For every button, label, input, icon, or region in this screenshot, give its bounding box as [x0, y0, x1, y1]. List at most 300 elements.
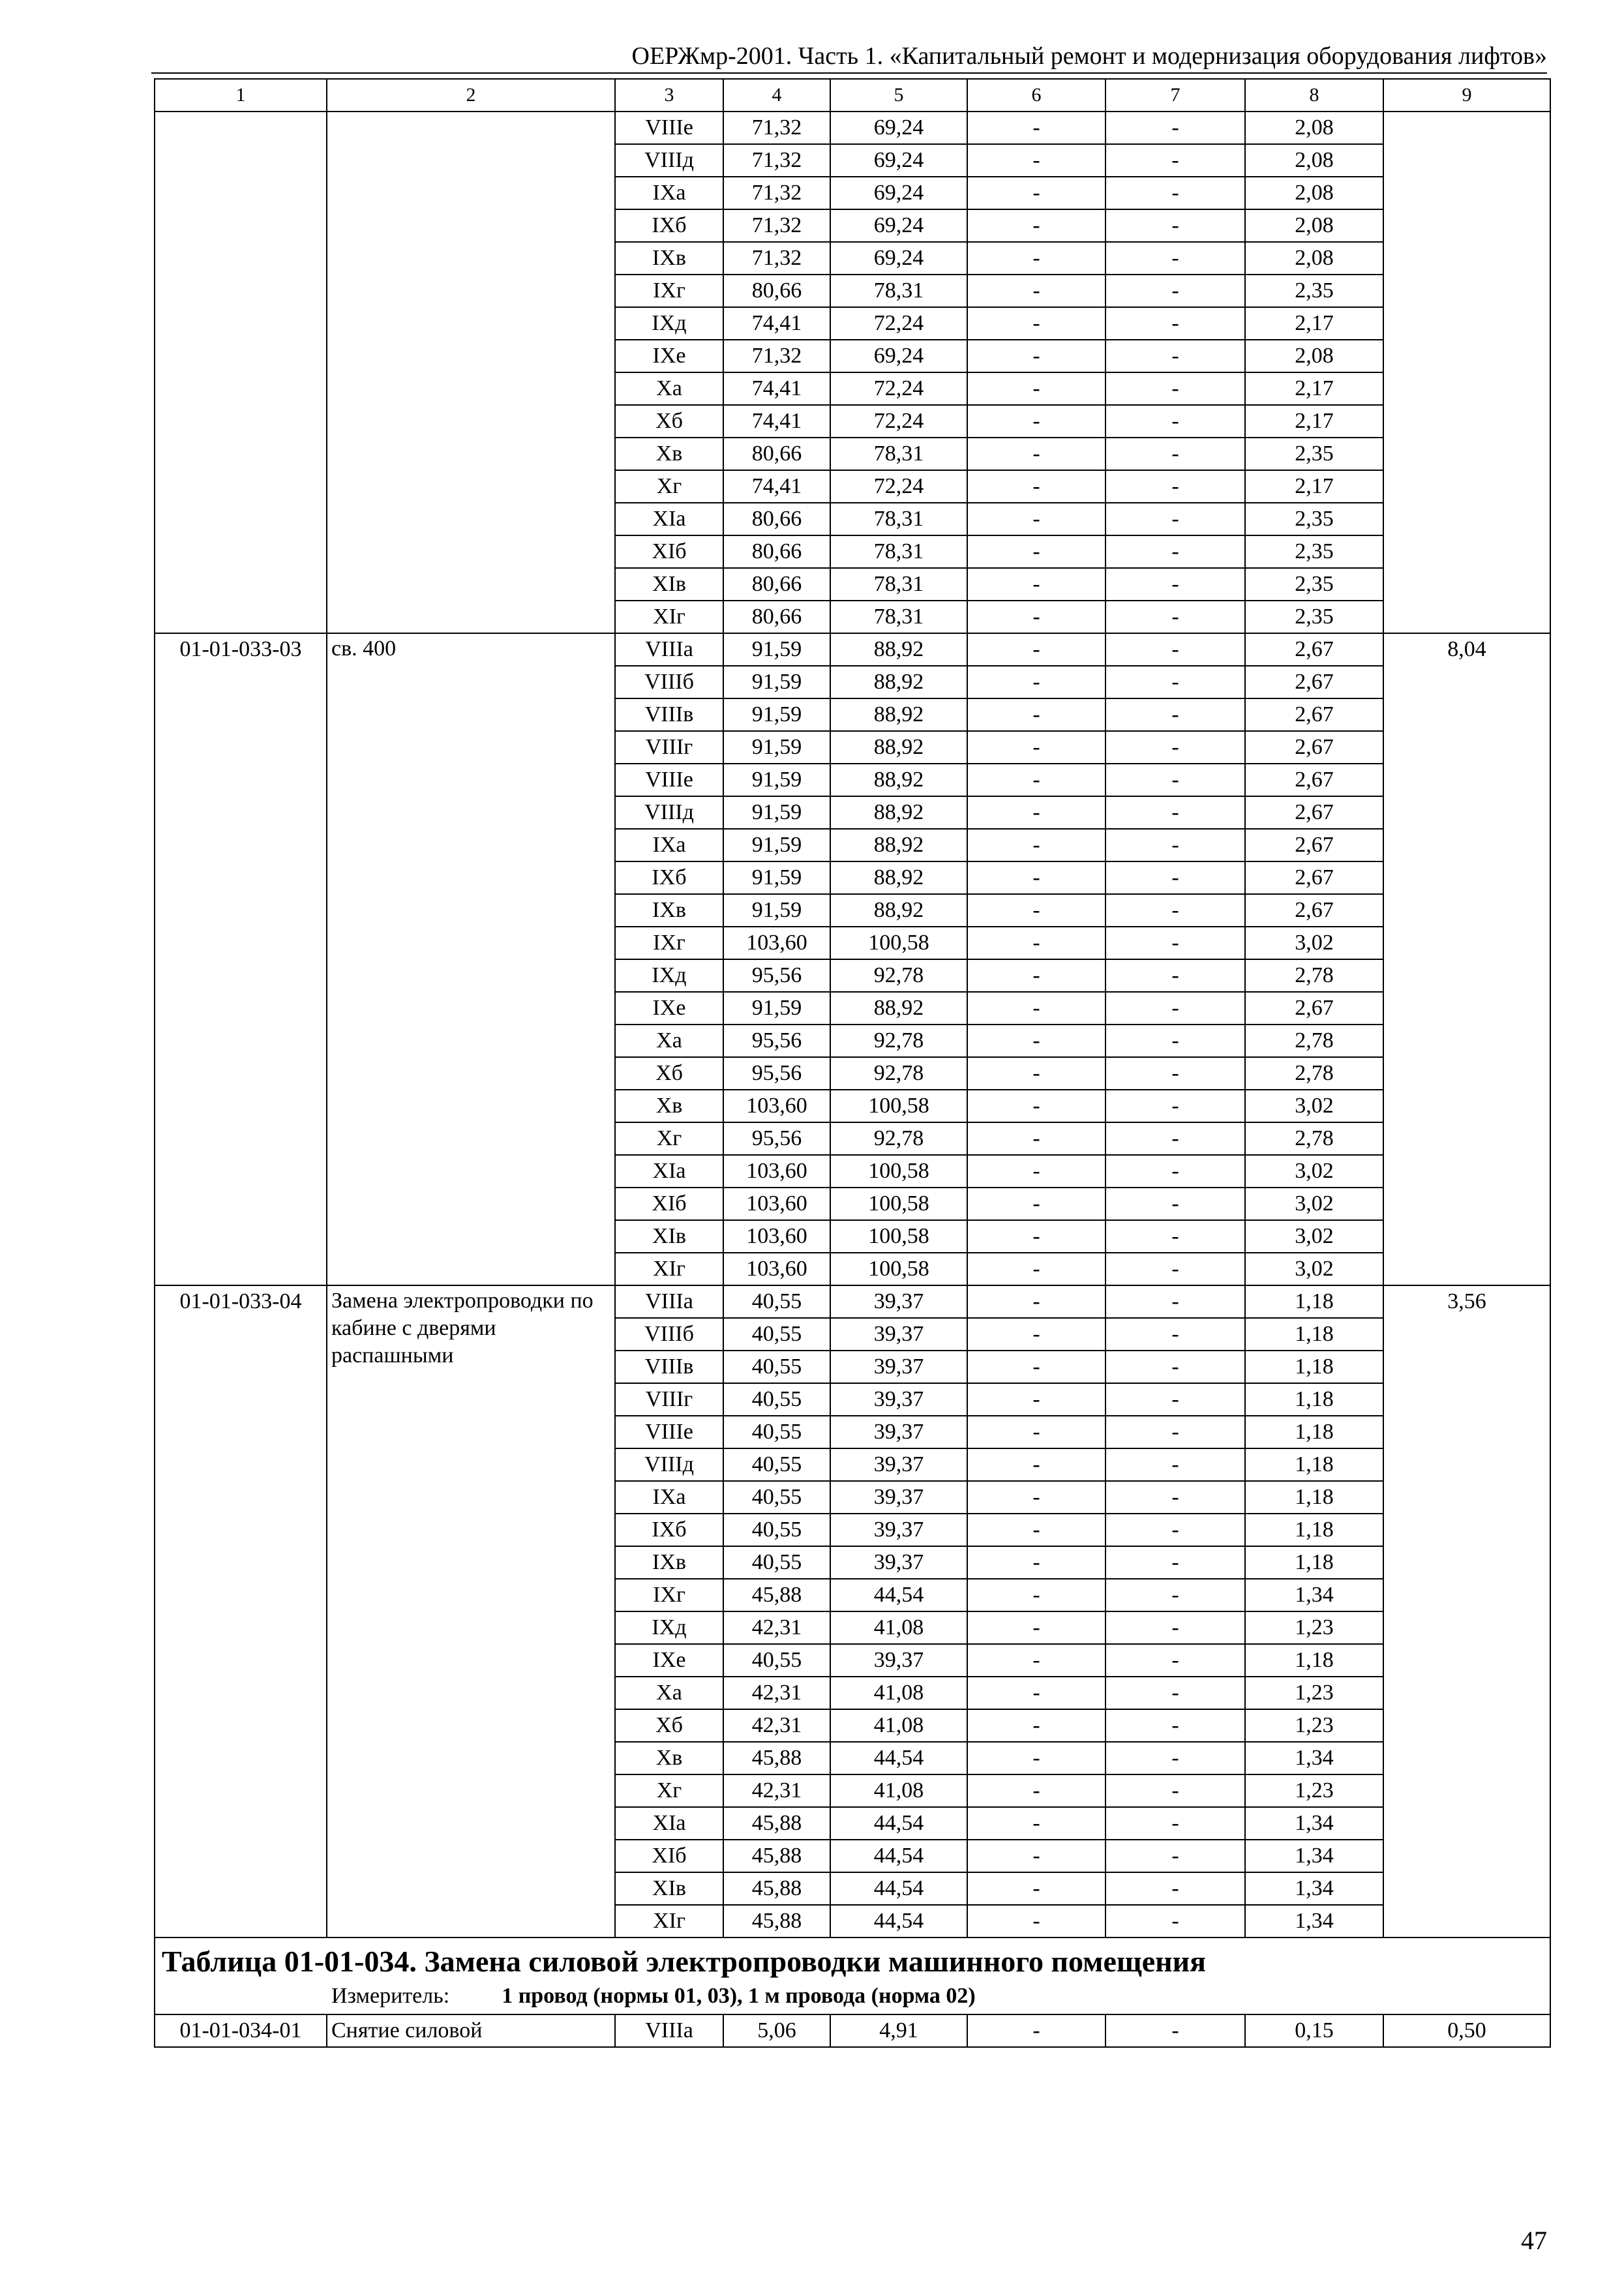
table-cell: 1,34	[1245, 1905, 1383, 1937]
table-cell: 91,59	[723, 861, 830, 894]
table-cell: 80,66	[723, 601, 830, 633]
table-cell: -	[967, 372, 1105, 405]
table-cell: -	[967, 1383, 1105, 1416]
table-cell: 45,88	[723, 1840, 830, 1872]
region-code-cell: VIIIб	[615, 1318, 723, 1351]
region-code-cell: IXб	[615, 209, 723, 242]
table-cell: -	[967, 992, 1105, 1025]
region-code-cell: XIв	[615, 1872, 723, 1905]
region-code-cell: IXб	[615, 1514, 723, 1546]
table-cell: -	[967, 829, 1105, 861]
region-code-cell: IXа	[615, 829, 723, 861]
table-cell: -	[967, 1318, 1105, 1351]
table-cell: -	[967, 1448, 1105, 1481]
table-cell: 1,34	[1245, 1579, 1383, 1611]
region-code-cell: XIб	[615, 1840, 723, 1872]
region-code-cell: XIб	[615, 535, 723, 568]
table-cell: -	[967, 1611, 1105, 1644]
table-cell: -	[1105, 829, 1245, 861]
table-cell: 2,08	[1245, 112, 1383, 144]
region-code-cell: XIг	[615, 1905, 723, 1937]
table-cell: -	[1105, 601, 1245, 633]
table-cell: -	[1105, 1253, 1245, 1285]
table-cell: -	[967, 1579, 1105, 1611]
table-cell: 2,78	[1245, 959, 1383, 992]
table-cell: -	[967, 568, 1105, 601]
header-rule	[151, 72, 1547, 74]
table-cell: 40,55	[723, 1514, 830, 1546]
table-cell: -	[967, 764, 1105, 796]
table-cell: 91,59	[723, 666, 830, 698]
table-cell: 41,08	[830, 1774, 967, 1807]
table-cell: -	[1105, 1285, 1245, 1318]
column-number-row	[155, 79, 1550, 112]
table-cell: -	[967, 666, 1105, 698]
table-cell: 2,35	[1245, 601, 1383, 633]
table-cell: 71,32	[723, 242, 830, 275]
table-cell: -	[967, 242, 1105, 275]
table-cell: -	[967, 861, 1105, 894]
table-cell: 40,55	[723, 1351, 830, 1383]
table-cell: 91,59	[723, 731, 830, 764]
table-cell: 71,32	[723, 112, 830, 144]
table-cell: -	[1105, 1351, 1245, 1383]
region-code-cell: XIг	[615, 601, 723, 633]
table-cell: 1,18	[1245, 1318, 1383, 1351]
table-cell: -	[1105, 959, 1245, 992]
region-code-cell: IXв	[615, 894, 723, 927]
table-cell: 103,60	[723, 927, 830, 959]
table-cell: 78,31	[830, 503, 967, 535]
table-cell: 2,08	[1245, 144, 1383, 177]
table-cell: 41,08	[830, 1709, 967, 1742]
table-cell: 1,18	[1245, 1383, 1383, 1416]
table-cell: -	[1105, 1318, 1245, 1351]
region-code-cell: VIIIг	[615, 731, 723, 764]
table-cell: 91,59	[723, 698, 830, 731]
table-cell: 69,24	[830, 242, 967, 275]
norm-code: 01-01-033-04	[155, 1285, 327, 1937]
table-cell: -	[967, 307, 1105, 340]
table-cell: 44,54	[830, 1807, 967, 1840]
table-cell: 2,67	[1245, 796, 1383, 829]
table-cell: 4,91	[830, 2014, 967, 2047]
table-cell: 3,02	[1245, 927, 1383, 959]
table-cell: 80,66	[723, 568, 830, 601]
table-cell: -	[1105, 1742, 1245, 1774]
table-cell: -	[967, 503, 1105, 535]
table-cell: 2,78	[1245, 1025, 1383, 1057]
table-cell: VIIIа	[615, 2014, 723, 2047]
table-cell: -	[1105, 209, 1245, 242]
table-cell: -	[1105, 1057, 1245, 1090]
table-cell: -	[1105, 1807, 1245, 1840]
table-cell: 1,23	[1245, 1611, 1383, 1644]
table-cell: 88,92	[830, 666, 967, 698]
region-code-cell: IXг	[615, 275, 723, 307]
table-cell: 39,37	[830, 1546, 967, 1579]
table-cell: -	[1105, 1514, 1245, 1546]
table-cell: 3,02	[1245, 1090, 1383, 1122]
column-number: 9	[1383, 79, 1550, 112]
table-cell: -	[1105, 1644, 1245, 1677]
table-cell: -	[967, 275, 1105, 307]
table-cell: -	[1105, 1090, 1245, 1122]
table-cell: -	[1105, 796, 1245, 829]
region-code-cell: IXв	[615, 1546, 723, 1579]
table-cell: 80,66	[723, 438, 830, 470]
table-cell: 42,31	[723, 1774, 830, 1807]
region-code-cell: VIIIе	[615, 764, 723, 796]
region-code-cell: VIIIа	[615, 633, 723, 666]
table-cell: 42,31	[723, 1709, 830, 1742]
table-cell: 39,37	[830, 1644, 967, 1677]
norm-code: 01-01-034-01	[155, 2014, 327, 2047]
norms-table	[154, 78, 1551, 2048]
table-cell: 78,31	[830, 601, 967, 633]
table-cell: 88,92	[830, 992, 967, 1025]
table-cell: 78,31	[830, 568, 967, 601]
table-cell: 72,24	[830, 405, 967, 438]
region-code-cell: VIIIб	[615, 666, 723, 698]
table-cell: -	[967, 1644, 1105, 1677]
region-code-cell: IXе	[615, 1644, 723, 1677]
region-code-cell: Xг	[615, 470, 723, 503]
norm-description	[327, 112, 615, 633]
table-cell: -	[967, 438, 1105, 470]
table-cell: -	[1105, 1677, 1245, 1709]
region-code-cell: IXд	[615, 1611, 723, 1644]
table-cell: -	[967, 1514, 1105, 1546]
table-cell: 2,08	[1245, 209, 1383, 242]
table-cell: 69,24	[830, 209, 967, 242]
table-cell: 80,66	[723, 275, 830, 307]
table-cell: -	[1105, 340, 1245, 372]
table-cell: -	[1105, 1122, 1245, 1155]
table-cell: -	[967, 340, 1105, 372]
table-cell: 44,54	[830, 1840, 967, 1872]
table-cell: 1,18	[1245, 1416, 1383, 1448]
table-cell: 39,37	[830, 1351, 967, 1383]
table-cell: 2,08	[1245, 340, 1383, 372]
column-number: 8	[1245, 79, 1383, 112]
table-cell: -	[1105, 1546, 1245, 1579]
table-cell: 92,78	[830, 1057, 967, 1090]
table-cell: 44,54	[830, 1872, 967, 1905]
table-cell: -	[967, 796, 1105, 829]
table-cell: 72,24	[830, 470, 967, 503]
meter-value: 1 провод (нормы 01, 03), 1 м провода (норма 02)	[502, 1984, 976, 2008]
table-cell: 2,67	[1245, 731, 1383, 764]
region-code-cell: IXб	[615, 861, 723, 894]
table-cell: -	[1105, 1840, 1245, 1872]
table-cell: 45,88	[723, 1807, 830, 1840]
table-cell: 95,56	[723, 959, 830, 992]
table-cell: 92,78	[830, 959, 967, 992]
table-cell: 1,18	[1245, 1546, 1383, 1579]
table-cell: -	[1105, 470, 1245, 503]
table-cell: 71,32	[723, 177, 830, 209]
column-number: 5	[830, 79, 967, 112]
table-cell: 78,31	[830, 275, 967, 307]
table-cell: -	[967, 959, 1105, 992]
table-cell: -	[1105, 1383, 1245, 1416]
table-cell: 1,23	[1245, 1709, 1383, 1742]
region-code-cell: VIIIе	[615, 112, 723, 144]
table-cell: 3,02	[1245, 1188, 1383, 1220]
table-cell: 100,58	[830, 927, 967, 959]
table-cell: 0,15	[1245, 2014, 1383, 2047]
table-cell: -	[1105, 698, 1245, 731]
table-cell: -	[1105, 731, 1245, 764]
table-cell: -	[1105, 1220, 1245, 1253]
table-row	[155, 633, 1550, 666]
region-code-cell: IXг	[615, 1579, 723, 1611]
column-number: 3	[615, 79, 723, 112]
table-cell: -	[1105, 1872, 1245, 1905]
table-cell: 39,37	[830, 1285, 967, 1318]
table-cell: 1,23	[1245, 1677, 1383, 1709]
table-cell: -	[1105, 1774, 1245, 1807]
table-cell: 5,06	[723, 2014, 830, 2047]
table-cell: -	[967, 1122, 1105, 1155]
table-cell: -	[1105, 1416, 1245, 1448]
table-cell: 74,41	[723, 470, 830, 503]
table-cell: 91,59	[723, 829, 830, 861]
region-code-cell: Xа	[615, 372, 723, 405]
table-cell: -	[1105, 927, 1245, 959]
table-cell: 71,32	[723, 340, 830, 372]
region-code-cell: Xб	[615, 1709, 723, 1742]
table-cell: 2,67	[1245, 633, 1383, 666]
table-cell: -	[1105, 372, 1245, 405]
norm-description: Замена электропроводки по кабине с дверями распашными	[327, 1285, 615, 1937]
next-table-heading-row	[155, 1937, 1550, 2014]
table-cell: -	[1105, 144, 1245, 177]
table-cell: -	[1105, 633, 1245, 666]
running-header: ОЕРЖмр-2001. Часть 1. «Капитальный ремонт и модернизация оборудования лифтов»	[631, 42, 1547, 70]
table-cell: 1,18	[1245, 1285, 1383, 1318]
table-cell: -	[1105, 503, 1245, 535]
table-cell: -	[1105, 894, 1245, 927]
table-cell: 42,31	[723, 1677, 830, 1709]
table-cell: 2,08	[1245, 177, 1383, 209]
table-cell: 2,67	[1245, 829, 1383, 861]
table-cell: 91,59	[723, 894, 830, 927]
table-cell: 40,55	[723, 1285, 830, 1318]
region-code-cell: XIг	[615, 1253, 723, 1285]
table-cell: -	[967, 633, 1105, 666]
region-code-cell: Xа	[615, 1025, 723, 1057]
table-cell: -	[1105, 275, 1245, 307]
table-cell: 92,78	[830, 1025, 967, 1057]
table-cell: 91,59	[723, 764, 830, 796]
region-code-cell: Xб	[615, 405, 723, 438]
table-cell: 103,60	[723, 1220, 830, 1253]
table-cell: 2,78	[1245, 1057, 1383, 1090]
table-cell: 41,08	[830, 1677, 967, 1709]
table-cell: 100,58	[830, 1155, 967, 1188]
table-cell: -	[967, 1709, 1105, 1742]
table-cell: 2,67	[1245, 698, 1383, 731]
table-cell: -	[1105, 1448, 1245, 1481]
table-cell: -	[1105, 568, 1245, 601]
next-table-title: Таблица 01-01-034. Замена силовой электропроводки машинного помещения	[162, 1945, 1207, 1978]
table-cell: -	[1105, 1025, 1245, 1057]
table-cell: 39,37	[830, 1383, 967, 1416]
norm-description: св. 400	[327, 633, 615, 1285]
table-cell: 1,18	[1245, 1514, 1383, 1546]
region-code-cell: Xб	[615, 1057, 723, 1090]
table-cell: 71,32	[723, 209, 830, 242]
table-cell: 40,55	[723, 1416, 830, 1448]
table-cell: 95,56	[723, 1122, 830, 1155]
table-cell: -	[967, 1057, 1105, 1090]
table-cell: 88,92	[830, 796, 967, 829]
table-cell: 2,17	[1245, 372, 1383, 405]
table-cell: -	[1105, 405, 1245, 438]
table-cell: 1,18	[1245, 1644, 1383, 1677]
table-cell: 41,08	[830, 1611, 967, 1644]
table-cell: -	[1105, 1481, 1245, 1514]
region-code-cell: VIIIа	[615, 1285, 723, 1318]
table-cell: -	[1105, 666, 1245, 698]
table-cell: 2,78	[1245, 1122, 1383, 1155]
table-cell: -	[967, 1905, 1105, 1937]
table-cell: -	[967, 927, 1105, 959]
table-cell: -	[1105, 2014, 1245, 2047]
table-cell: -	[1105, 1905, 1245, 1937]
table-cell: -	[1105, 861, 1245, 894]
table-cell: 40,55	[723, 1546, 830, 1579]
table-cell: 45,88	[723, 1905, 830, 1937]
norm-total: 0,50	[1383, 2014, 1550, 2047]
table-cell: 88,92	[830, 764, 967, 796]
region-code-cell: XIв	[615, 1220, 723, 1253]
table-cell: -	[967, 1416, 1105, 1448]
table-cell: -	[1105, 307, 1245, 340]
region-code-cell: VIIIг	[615, 1383, 723, 1416]
table-cell: -	[967, 1025, 1105, 1057]
norm-total	[1383, 112, 1550, 633]
page-number: 47	[1521, 2226, 1547, 2255]
table-cell: 2,35	[1245, 568, 1383, 601]
table-cell: -	[1105, 1709, 1245, 1742]
table-cell: -	[967, 894, 1105, 927]
table-cell: 100,58	[830, 1188, 967, 1220]
region-code-cell: XIб	[615, 1188, 723, 1220]
table-cell: -	[967, 1253, 1105, 1285]
table-cell: 74,41	[723, 307, 830, 340]
column-number: 6	[967, 79, 1105, 112]
table-cell: -	[1105, 1188, 1245, 1220]
table-cell: -	[967, 1742, 1105, 1774]
table-cell: 103,60	[723, 1253, 830, 1285]
table-cell: -	[967, 144, 1105, 177]
column-number: 1	[155, 79, 327, 112]
table-cell: -	[967, 1285, 1105, 1318]
table-cell: 88,92	[830, 633, 967, 666]
table-row	[155, 2014, 1550, 2047]
table-cell: -	[967, 405, 1105, 438]
column-number: 2	[327, 79, 615, 112]
table-cell: -	[1105, 764, 1245, 796]
table-cell: 69,24	[830, 340, 967, 372]
table-cell: -	[1105, 1579, 1245, 1611]
table-cell: 1,18	[1245, 1481, 1383, 1514]
table-cell: 44,54	[830, 1579, 967, 1611]
table-cell: -	[967, 2014, 1105, 2047]
table-cell: -	[1105, 992, 1245, 1025]
table-cell: 103,60	[723, 1090, 830, 1122]
next-table-meter	[162, 1981, 1541, 2011]
table-cell: -	[967, 1220, 1105, 1253]
table-cell: 95,56	[723, 1025, 830, 1057]
table-cell: 103,60	[723, 1188, 830, 1220]
table-cell: 1,34	[1245, 1840, 1383, 1872]
region-code-cell: Xв	[615, 1090, 723, 1122]
table-cell: 3,02	[1245, 1155, 1383, 1188]
table-cell: 71,32	[723, 144, 830, 177]
meter-label: Измеритель:	[331, 1984, 450, 2008]
table-cell: 2,67	[1245, 764, 1383, 796]
table-cell: 3,02	[1245, 1220, 1383, 1253]
region-code-cell: VIIIд	[615, 144, 723, 177]
table-cell: 88,92	[830, 829, 967, 861]
table-cell: 2,08	[1245, 242, 1383, 275]
table-cell: -	[1105, 177, 1245, 209]
region-code-cell: XIа	[615, 1155, 723, 1188]
table-cell: -	[1105, 1611, 1245, 1644]
table-cell: 72,24	[830, 372, 967, 405]
norm-total: 8,04	[1383, 633, 1550, 1285]
table-cell: 40,55	[723, 1383, 830, 1416]
table-cell: 2,67	[1245, 992, 1383, 1025]
table-cell: -	[967, 1872, 1105, 1905]
table-cell: 91,59	[723, 796, 830, 829]
table-cell: 69,24	[830, 144, 967, 177]
region-code-cell: IXе	[615, 340, 723, 372]
table-cell: 1,18	[1245, 1351, 1383, 1383]
table-cell: 78,31	[830, 535, 967, 568]
table-cell: 78,31	[830, 438, 967, 470]
table-cell: 40,55	[723, 1644, 830, 1677]
table-cell: 74,41	[723, 405, 830, 438]
column-number: 4	[723, 79, 830, 112]
table-cell: 91,59	[723, 992, 830, 1025]
table-cell: 80,66	[723, 535, 830, 568]
table-cell: -	[1105, 242, 1245, 275]
table-cell: 39,37	[830, 1481, 967, 1514]
region-code-cell: Xг	[615, 1122, 723, 1155]
table-cell: 2,35	[1245, 503, 1383, 535]
table-cell: -	[967, 1090, 1105, 1122]
table-cell: -	[967, 698, 1105, 731]
table-cell: 100,58	[830, 1220, 967, 1253]
table-cell: -	[967, 535, 1105, 568]
region-code-cell: VIIIв	[615, 698, 723, 731]
table-cell: 1,34	[1245, 1742, 1383, 1774]
table-cell: 3,02	[1245, 1253, 1383, 1285]
table-cell: -	[967, 1807, 1105, 1840]
table-cell: -	[967, 1546, 1105, 1579]
region-code-cell: XIа	[615, 1807, 723, 1840]
table-cell: 95,56	[723, 1057, 830, 1090]
table-cell: 44,54	[830, 1905, 967, 1937]
table-cell: -	[967, 112, 1105, 144]
table-cell: 88,92	[830, 698, 967, 731]
table-cell: 2,35	[1245, 535, 1383, 568]
